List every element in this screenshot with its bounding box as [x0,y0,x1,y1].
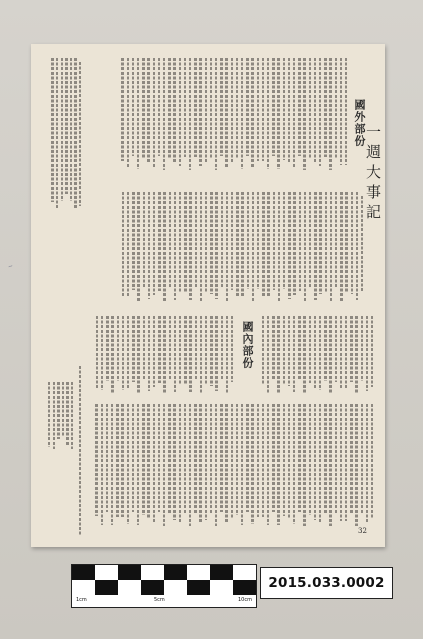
text-column [324,404,326,513]
ruler-block [164,565,187,580]
text-column [277,404,279,525]
text-column [283,404,285,516]
text-column [153,316,155,387]
text-column [371,404,373,519]
text-column [257,404,259,517]
text-column [231,316,233,382]
text-column [262,316,264,385]
text-column [303,316,305,394]
text-column [184,316,186,385]
pencil-annotation: ~ [7,262,14,271]
text-column [340,404,342,521]
ruler-block [118,565,141,580]
text-column [298,316,300,380]
text-column [371,316,373,387]
text-column [335,316,337,382]
text-column [225,404,227,523]
ruler-block [95,580,118,595]
text-column [329,316,331,394]
text-column [158,316,160,383]
text-column [127,404,129,524]
text-column [288,404,290,518]
text-column [293,316,295,392]
text-column [122,316,124,390]
text-column [199,404,201,522]
text-column [314,404,316,520]
text-column [158,404,160,512]
text-column [195,316,197,380]
text-column [246,404,248,512]
document-page [31,44,385,547]
text-column [148,316,150,391]
text-column [121,404,123,517]
text-column [137,316,139,394]
text-column [137,404,139,525]
text-column [179,316,181,385]
text-column [345,316,347,389]
text-column [309,316,311,383]
text-column [319,404,321,522]
text-column [169,316,171,380]
text-column [143,316,145,380]
text-column [355,404,357,526]
text-column [345,404,347,521]
text-column [184,404,186,513]
text-column [215,316,217,391]
text-column [179,404,181,522]
ruler-label-10cm: 10cm [238,597,252,603]
page-footer-line [31,44,91,547]
text-column [132,404,134,512]
text-column [340,316,342,389]
foreign-section-heading: 國外部份 [353,99,366,147]
text-column [210,404,212,514]
text-column [220,404,222,512]
domestic-section-heading: 國內部份 [241,321,254,369]
ruler-label-5cm: 5cm [154,597,165,603]
text-column [221,316,223,380]
text-column [277,316,279,393]
text-column [283,316,285,384]
text-column [132,316,134,382]
text-column [142,404,144,515]
text-column [298,404,300,512]
ruler-block [233,580,256,595]
text-column [163,404,165,526]
text-column [168,404,170,514]
text-column [153,404,155,523]
text-column [293,404,295,524]
text-column [147,404,149,519]
ruler-label-1cm: 1cm [76,597,87,603]
text-column [231,404,233,519]
text-column [127,316,129,388]
text-column [335,404,337,514]
text-column [314,316,316,388]
text-column [189,404,191,526]
text-column [350,316,352,382]
page-number: 32 [358,527,367,535]
footer-text-line [79,366,81,536]
text-column [116,404,118,517]
page-title: 一週大事記 [364,124,382,224]
text-column [117,316,119,381]
text-column [241,404,243,525]
text-column [200,316,202,393]
ruler-block [141,580,164,595]
text-column [303,404,305,526]
text-column [251,404,253,524]
text-column [226,316,228,394]
text-column [111,316,113,394]
text-column [205,316,207,384]
text-column [361,404,363,513]
text-column [288,316,290,386]
text-column [350,404,352,514]
text-column [173,404,175,520]
ruler-block [187,580,210,595]
text-column [272,404,274,512]
text-column [366,404,368,523]
text-column [189,316,191,392]
text-column [361,316,363,381]
accession-number-label: 2015.033.0002 [260,567,393,599]
text-column [163,316,165,393]
ruler-labels [72,597,256,605]
text-column [210,316,212,386]
text-column [267,316,269,393]
text-column [236,404,238,515]
text-column [272,316,274,380]
ruler-block [72,565,95,580]
scale-ruler [71,564,257,608]
text-column [267,404,269,525]
text-column [319,316,321,390]
text-column [355,316,357,394]
text-column [194,404,196,513]
text-column [262,404,264,517]
text-column [174,316,176,392]
text-column [111,404,113,525]
text-column [309,404,311,515]
text-column [215,404,217,526]
text-column [366,316,368,391]
text-column [329,404,331,526]
text-column [205,404,207,520]
ruler-block [210,565,233,580]
text-column [324,316,326,381]
